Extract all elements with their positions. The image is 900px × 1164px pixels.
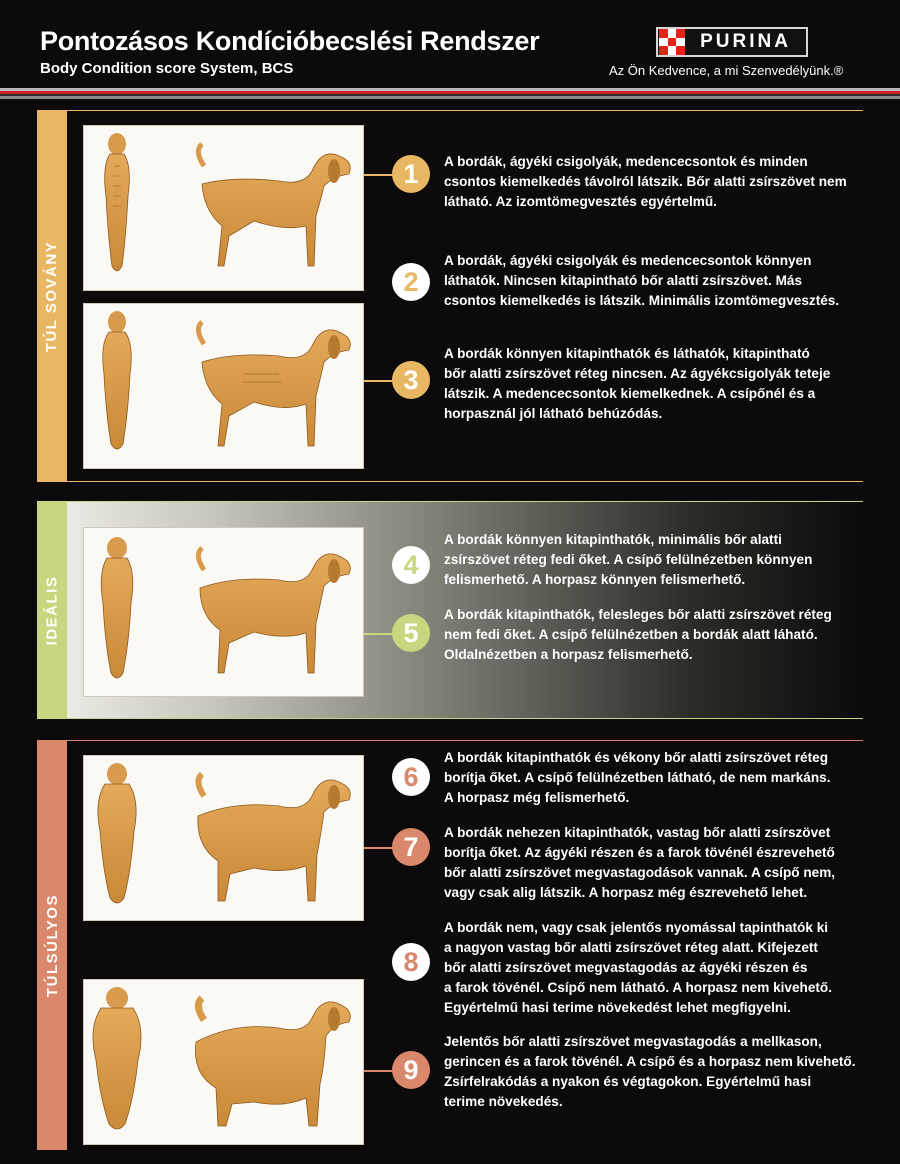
- score-badge-5: 5: [392, 614, 430, 652]
- tagline: Az Ön Kedvence, a mi Szenvedélyünk.®: [609, 63, 844, 78]
- score-description-9: Jelentős bőr alatti zsírszövet megvastagodás a mellkason, gerincen és a farok tövénél. A csípő és a horpasz nem kivehető. Zsírfelrakódás a nyakon és végtagokon. Egyértelmű hasi terime növekedés.: [444, 1034, 856, 1109]
- score-description-8: A bordák nem, vagy csak jelentős nyomással tapinthatók ki a nagyon vastag bőr alatti zsírszövet réteg alatt. Kifejezett bőr alatti zsírszövet megvastagodás az ágyéki részen és a farok tövénél. Csípő nem látható. A horpasz nem kivehető. Egyértelmű hasi terime növekedést lehet megfigyelni.: [444, 920, 833, 1015]
- dog-illustration-3: [83, 303, 364, 469]
- page-title: Pontozásos Kondícióbecslési Rendszer: [40, 26, 540, 56]
- section-label-ideal: IDEÁLIS: [43, 575, 61, 645]
- score-badge-3: 3: [392, 361, 430, 399]
- score-badge-2: 2: [392, 263, 430, 301]
- score-description-4: A bordák könnyen kitapinthatók, minimális bőr alatti zsírszövet réteg fedi őket. A csípő felülnézetben könnyen felismerhető. A horpasz könnyen felismerhető.: [444, 532, 813, 587]
- dog-illustration-4-5: [83, 527, 364, 697]
- score-badge-4: 4: [392, 546, 430, 584]
- section-label-thin: TÚL SOVÁNY: [43, 240, 61, 352]
- score-description-1: A bordák, ágyéki csigolyák, medencecsontok és minden csontos kiemelkedés távolról látszik. Bőr alatti zsírszövet nem látható. Az izomtömegvesztés egyértelmű.: [444, 154, 847, 209]
- checkerboard-icon: [659, 29, 685, 55]
- score-description-6: A bordák kitapinthatók és vékony bőr alatti zsírszövet réteg borítja őket. A csípő felülnézetben látható, de nem markáns. A horpasz még felismerhető.: [444, 750, 831, 805]
- logo-text: PURINA: [700, 31, 791, 52]
- score-badge-7: 7: [392, 828, 430, 866]
- score-badge-1: 1: [392, 155, 430, 193]
- score-description-3: A bordák könnyen kitapinthatók és láthatók, kitapintható bőr alatti zsírszövet réteg nincsen. Az ágyékcsigolyák teteje látszik. A medencecsontok kiemelkednek. A csípőnél és a horpasznál jól látható behúzódás.: [444, 346, 831, 421]
- score-badge-6: 6: [392, 758, 430, 796]
- dog-illustration-1: [83, 125, 364, 291]
- score-description-7: A bordák nehezen kitapinthatók, vastag bőr alatti zsírszövet borítja őket. Az ágyéki részen és a farok tövénél észrevehető bőr alatti zsírszövet megvastagodások vannak. A csípő nem, vagy csak alig látszik. A horpasz még észrevehető lehet.: [444, 825, 836, 900]
- page-subtitle: Body Condition score System, BCS: [40, 60, 294, 77]
- header: [0, 0, 900, 100]
- dog-illustration-6-7: [83, 755, 364, 921]
- score-badge-9: 9: [392, 1051, 430, 1089]
- header-stripes: [0, 88, 900, 100]
- dog-illustration-8-9: [83, 979, 364, 1145]
- score-description-2: A bordák, ágyéki csigolyák és medencecsontok könnyen láthatók. Nincsen kitapintható bőr alatti zsírszövet. Más csontos kiemelkedés is látszik. Minimális izomtömegvesztés.: [444, 253, 840, 308]
- section-label-overweight: TÚLSÚLYOS: [43, 893, 61, 997]
- score-description-5: A bordák kitapinthatók, felesleges bőr alatti zsírszövet réteg nem fedi őket. A csípő felülnézetben a bordák alatt láható. Oldalnézetben a horpasz felismerhető.: [444, 607, 832, 662]
- score-badge-8: 8: [392, 943, 430, 981]
- purina-logo: [656, 27, 808, 57]
